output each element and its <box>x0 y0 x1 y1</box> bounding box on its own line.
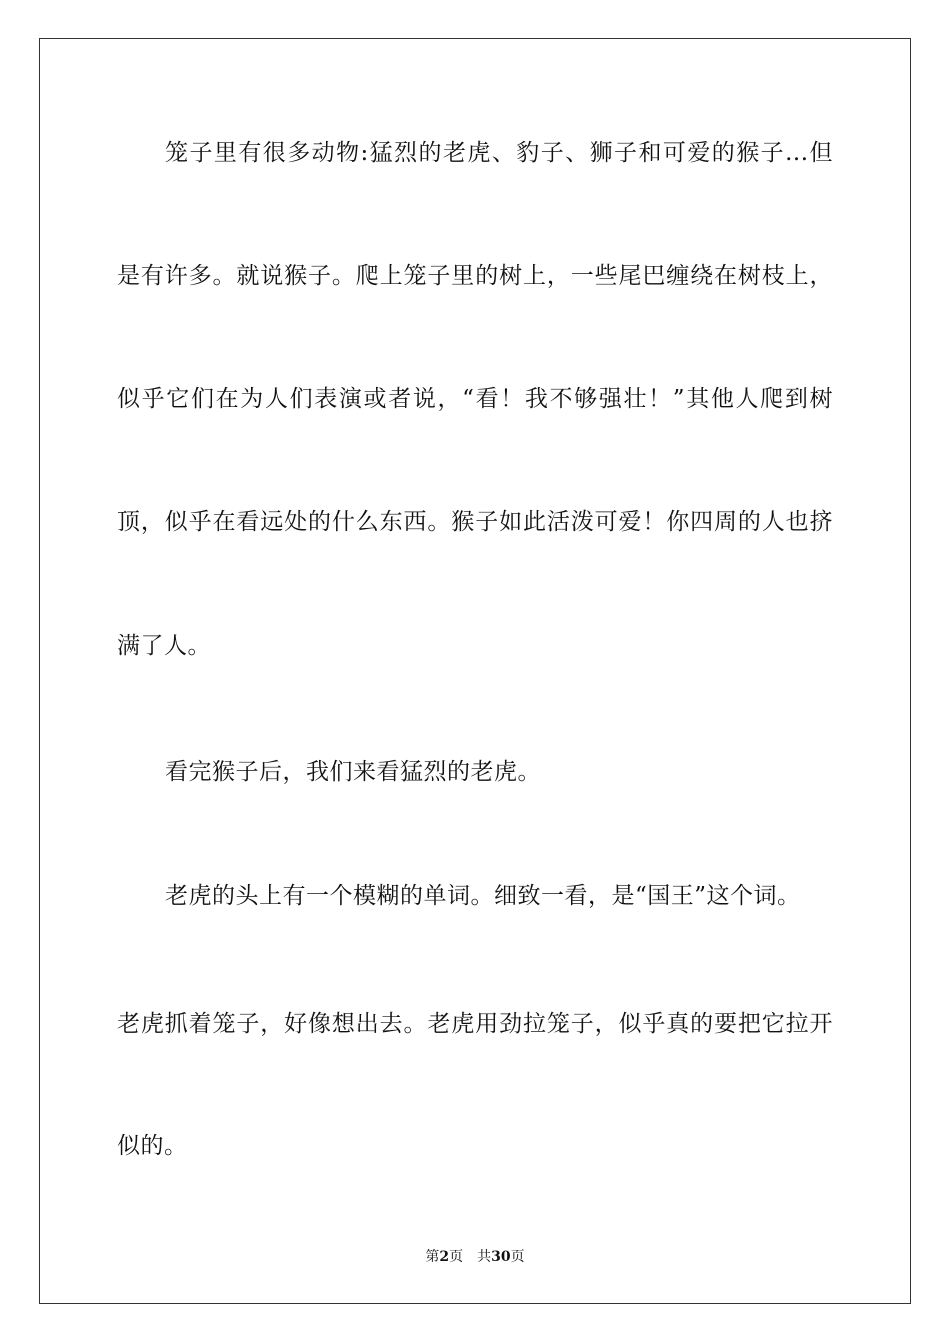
page-border <box>39 38 911 1304</box>
footer-page-suffix: 页 <box>449 1249 464 1265</box>
text-line-4: 顶，似乎在看远处的什么东西。猴子如此活泼可爱！你四周的人也挤 <box>117 509 833 535</box>
footer-total-suffix: 页 <box>510 1249 525 1265</box>
page-footer <box>0 1247 950 1267</box>
footer-total-number: 30 <box>491 1249 511 1265</box>
footer-total-prefix: 共 <box>477 1249 492 1265</box>
text-line-7: 老虎的头上有一个模糊的单词。细致一看，是“国王”这个词。 <box>165 883 801 909</box>
text-line-3: 似乎它们在为人们表演或者说，“看！我不够强壮！”其他人爬到树 <box>117 386 833 412</box>
footer-page-prefix: 第 <box>425 1249 440 1265</box>
text-line-5: 满了人。 <box>117 633 211 659</box>
text-line-6: 看完猴子后，我们来看猛烈的老虎。 <box>165 759 541 785</box>
text-line-2: 是有许多。就说猴子。爬上笼子里的树上，一些尾巴缠绕在树枝上， <box>117 263 833 289</box>
text-line-1: 笼子里有很多动物:猛烈的老虎、豹子、狮子和可爱的猴子...但 <box>165 140 833 166</box>
footer-page-number: 2 <box>439 1249 450 1265</box>
text-line-9: 似的。 <box>117 1133 188 1159</box>
text-line-8: 老虎抓着笼子，好像想出去。老虎用劲拉笼子，似乎真的要把它拉开 <box>117 1011 833 1037</box>
